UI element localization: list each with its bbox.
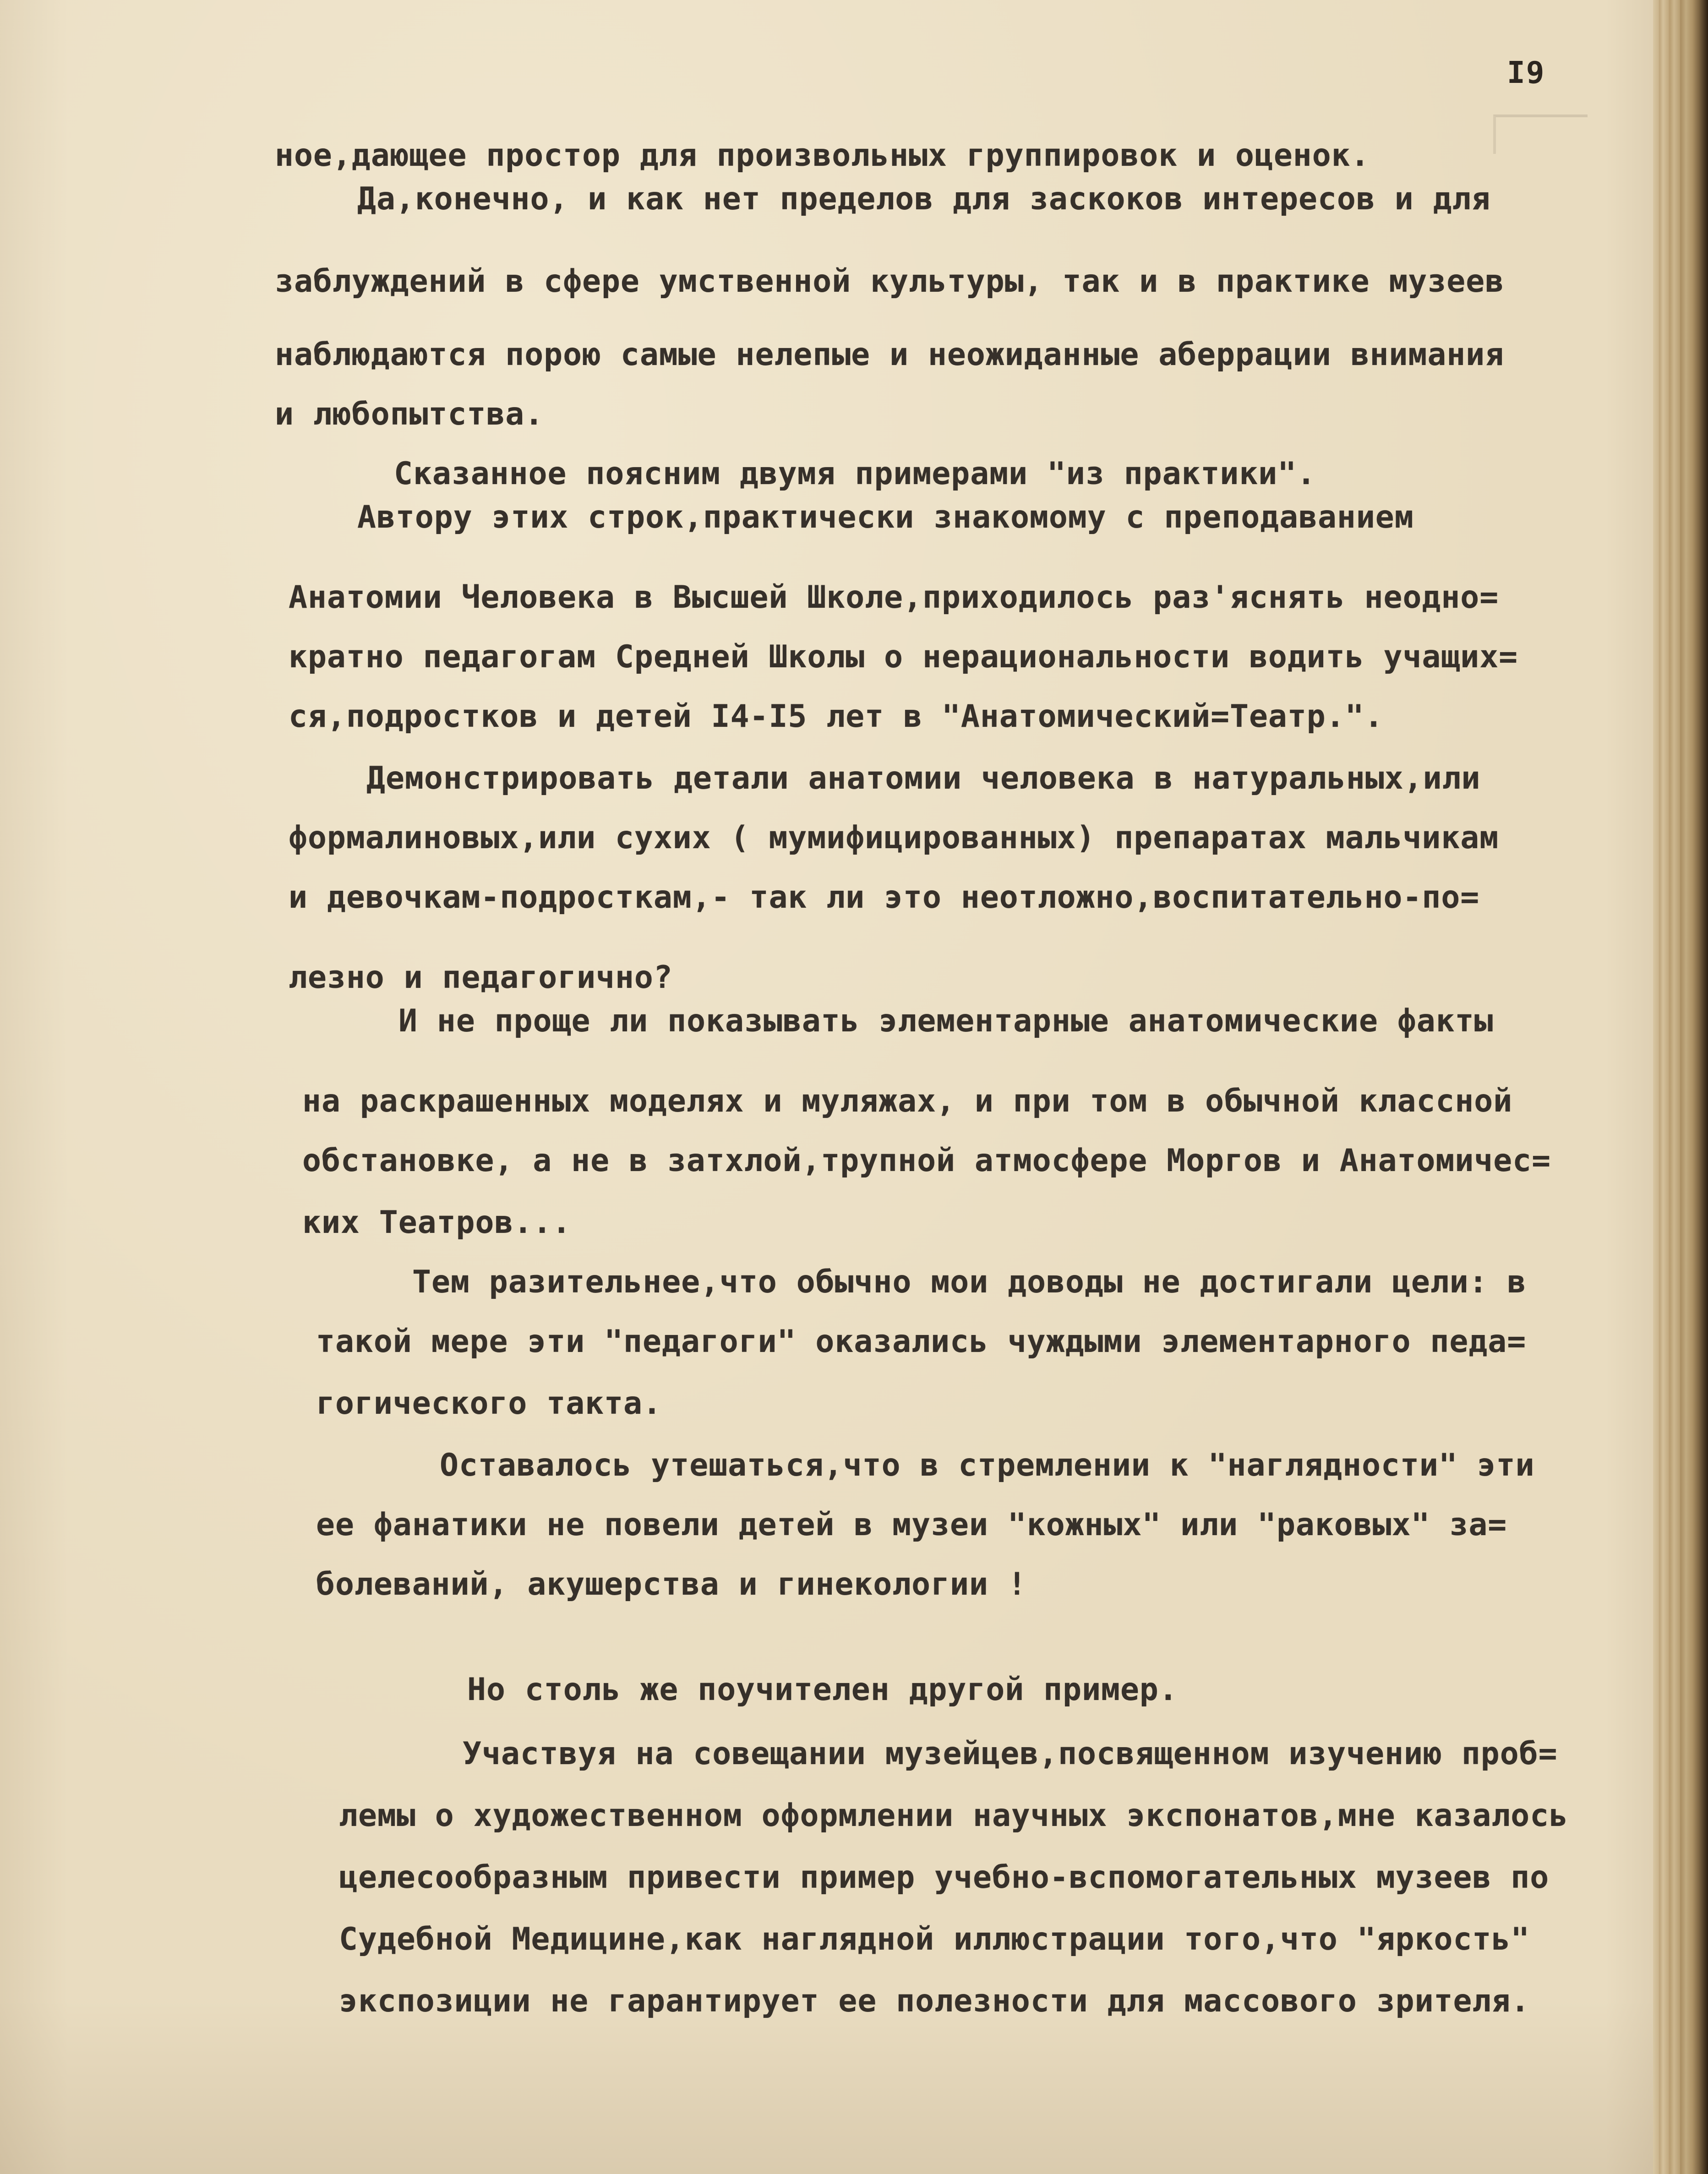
text-line-5: и любопытства. bbox=[275, 396, 544, 432]
text-line-14: лезно и педагогично? bbox=[289, 959, 673, 996]
text-line-12: формалиновых,или сухих ( мумифицированных) препаратах мальчикам bbox=[289, 820, 1499, 856]
text-line-16: на раскрашенных моделях и муляжах, и при том в обычной классной bbox=[302, 1083, 1513, 1119]
text-line-7: Автору этих строк,практически знакомому с преподаванием bbox=[357, 499, 1414, 535]
text-line-19: Тем разительнее,что обычно мои доводы не достигали цели: в bbox=[412, 1264, 1527, 1300]
text-line-17: обстановке, а не в затхлой,трупной атмосфере Моргов и Анатомичес= bbox=[302, 1143, 1551, 1179]
text-line-11: Демонстрировать детали анатомии человека в натуральных,или bbox=[366, 760, 1481, 796]
page-number: I9 bbox=[1507, 55, 1545, 90]
text-line-18: ких Театров... bbox=[302, 1204, 572, 1241]
text-line-3: заблуждений в сфере умственной культуры, так и в практике музеев bbox=[275, 263, 1505, 300]
text-line-28: целесообразным привести пример учебно-вспомогательных музеев по bbox=[339, 1859, 1550, 1896]
text-line-15: И не проще ли показывать элементарные анатомические факты bbox=[398, 1003, 1494, 1039]
text-line-1: ное,дающее простор для произвольных группировок и оценок. bbox=[275, 137, 1370, 174]
text-line-2: Да,конечно, и как нет пределов для заскоков интересов и для bbox=[357, 181, 1491, 217]
text-line-25: Но столь же поучителен другой пример. bbox=[467, 1672, 1178, 1708]
text-line-29: Судебной Медицине,как наглядной иллюстрации того,что "яркость" bbox=[339, 1921, 1530, 1957]
text-line-23: ее фанатики не повели детей в музеи "кожных" или "раковых" за= bbox=[316, 1507, 1507, 1543]
text-line-30: экспозиции не гарантирует ее полезности для массового зрителя. bbox=[339, 1983, 1530, 2019]
text-line-6: Сказанное поясним двумя примерами "из практики". bbox=[394, 456, 1316, 492]
text-line-20: такой мере эти "педагоги" оказались чуждыми элементарного педа= bbox=[316, 1324, 1527, 1360]
text-line-4: наблюдаются порою самые нелепые и неожиданные аберрации внимания bbox=[275, 337, 1505, 373]
text-line-10: ся,подростков и детей I4-I5 лет в "Анатомический=Театр.". bbox=[289, 698, 1384, 735]
faint-stamp-mark bbox=[1493, 114, 1588, 154]
text-line-21: гогического такта. bbox=[316, 1385, 662, 1422]
text-line-24: болеваний, акушерства и гинекологии ! bbox=[316, 1566, 1027, 1602]
text-line-8: Анатомии Человека в Высшей Школе,приходилось раз'яснять неодно= bbox=[289, 579, 1499, 616]
text-line-22: Оставалось утешаться,что в стремлении к "наглядности" эти bbox=[440, 1447, 1535, 1483]
text-line-9: кратно педагогам Средней Школы о нерациональности водить учащих= bbox=[289, 639, 1518, 675]
text-line-26: Участвуя на совещании музейцев,посвященном изучению проб= bbox=[463, 1736, 1558, 1772]
text-line-27: лемы о художественном оформлении научных экспонатов,мне казалось bbox=[339, 1798, 1569, 1834]
page-edge-stack bbox=[1653, 0, 1708, 2174]
text-line-13: и девочкам-подросткам,- так ли это неотложно,воспитательно-по= bbox=[289, 879, 1480, 915]
